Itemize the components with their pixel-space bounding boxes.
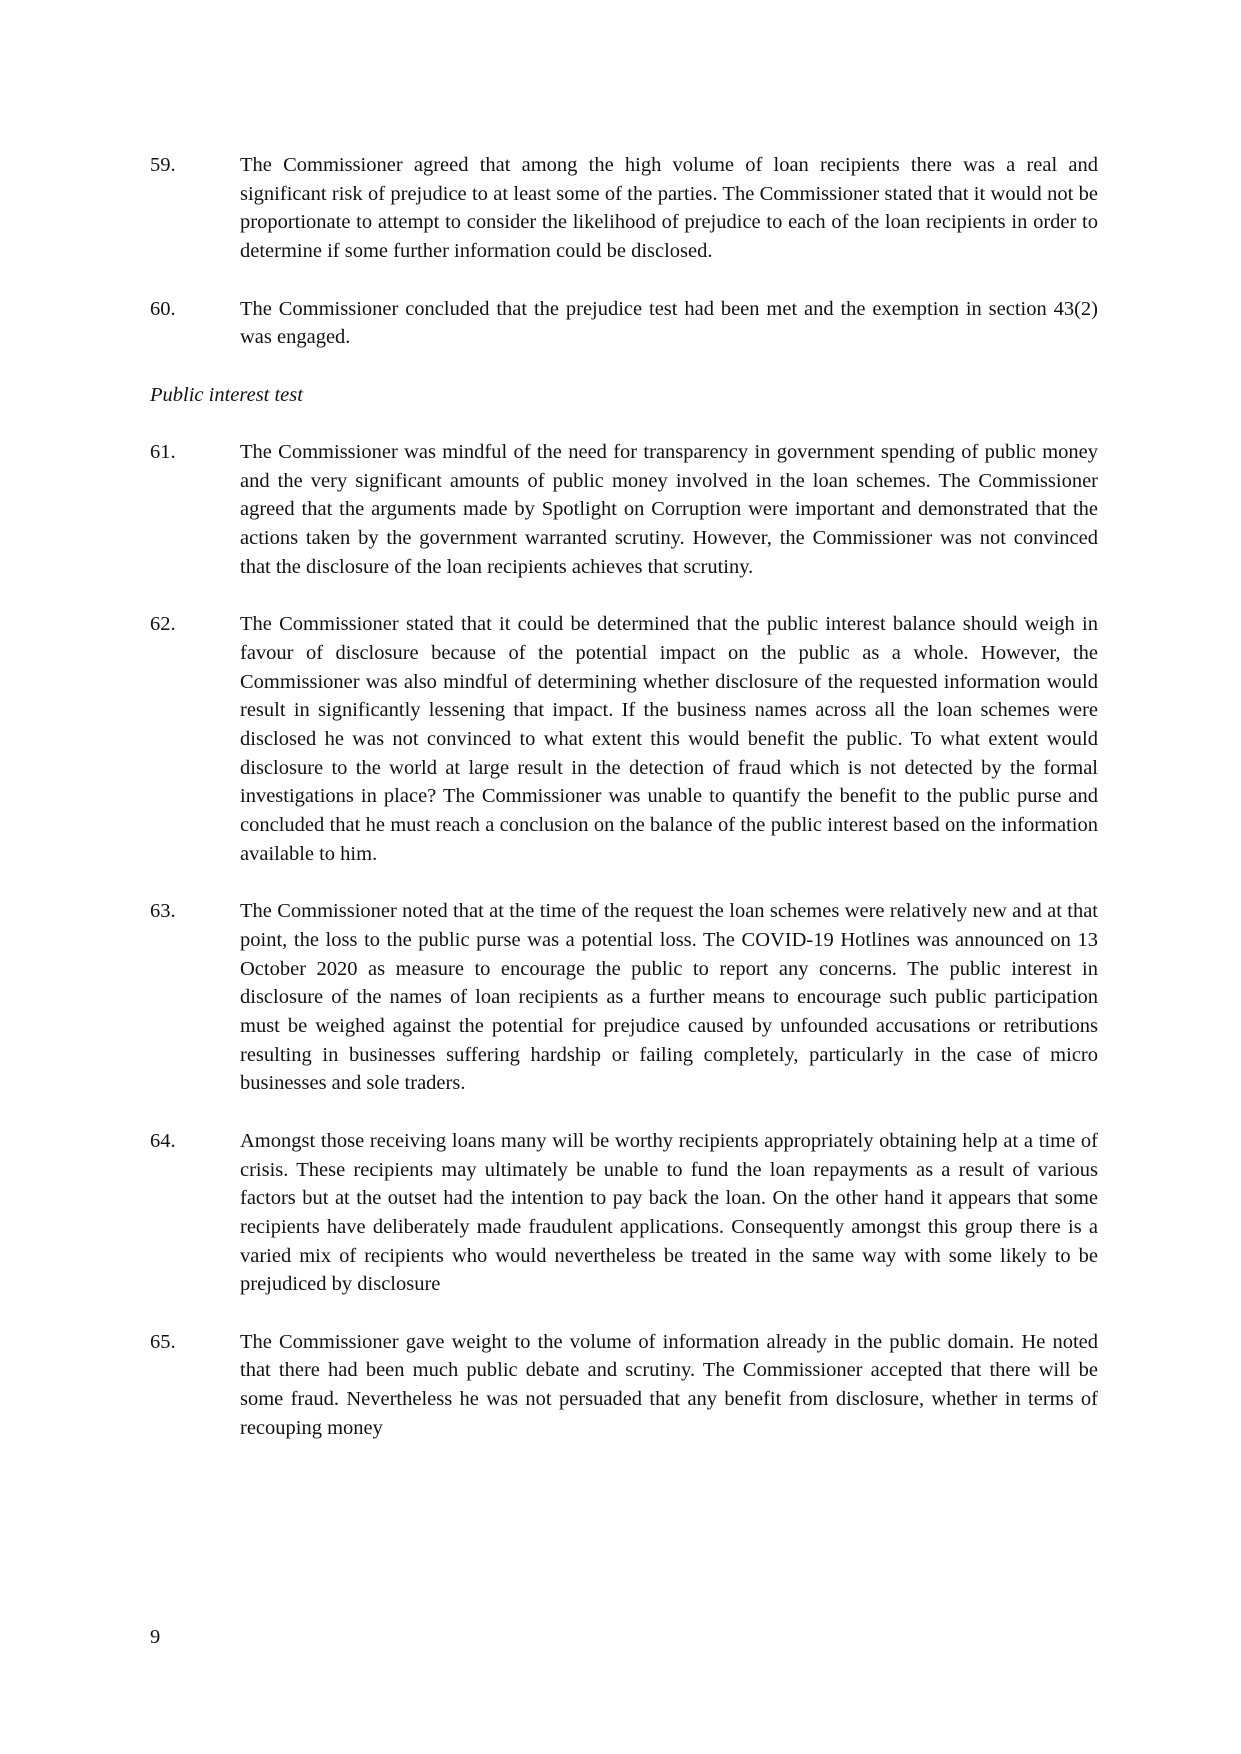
paragraph-number: 62. — [150, 613, 176, 636]
paragraph-text: The Commissioner gave weight to the volume of information already in the public domain. He noted that there had been much public debate and scrutiny. The Commissioner accepted that there will be some fraud. Nevertheless he was not persuaded that any benefit from disclosure, whether in terms of recouping money — [240, 1330, 1098, 1439]
numbered-paragraph-62 — [150, 610, 1098, 868]
numbered-paragraph-65 — [150, 1328, 1098, 1443]
section-heading: Public interest test — [150, 383, 303, 406]
paragraph-text: The Commissioner agreed that among the high volume of loan recipients there was a real and significant risk of prejudice to at least some of the parties. The Commissioner stated that it would not be proportionate to attempt to consider the likelihood of prejudice to each of the loan recipients in order to determine if some further information could be disclosed. — [240, 154, 1098, 263]
paragraph-text: The Commissioner concluded that the prejudice test had been met and the exemption in section 43(2) was engaged. — [240, 297, 1098, 349]
paragraph-number: 61. — [150, 440, 176, 463]
numbered-paragraph-63 — [150, 897, 1098, 1098]
paragraph-text: The Commissioner noted that at the time of the request the loan schemes were relatively new and at that point, the loss to the public purse was a potential loss. The COVID-19 Hotlines was announced on 13 October 2020 as measure to encourage the public to report any concerns. The public interest in disclosure of the names of loan recipients as a further means to encourage such public participation must be weighed against the potential for prejudice caused by unfounded accusations or retributions resulting in businesses suffering hardship or failing completely, particularly in the case of micro businesses and sole traders. — [240, 900, 1098, 1095]
paragraph-text: Amongst those receiving loans many will be worthy recipients appropriately obtaining help at a time of crisis. These recipients may ultimately be unable to fund the loan repayments as a result of various factors but at the outset had the intention to pay back the loan. On the other hand it appears that some recipients have deliberately made fraudulent applications. Consequently amongst this group there is a varied mix of recipients who would nevertheless be treated in the same way with some likely to be prejudiced by disclosure — [240, 1129, 1098, 1296]
paragraph-number: 65. — [150, 1330, 176, 1353]
paragraph-number: 63. — [150, 900, 176, 923]
document-body — [150, 151, 1098, 1471]
numbered-paragraph-61 — [150, 438, 1098, 582]
paragraph-number: 60. — [150, 297, 176, 320]
paragraph-number: 64. — [150, 1129, 176, 1152]
page-number: 9 — [150, 1626, 161, 1648]
numbered-paragraph-59 — [150, 151, 1098, 266]
numbered-paragraph-64 — [150, 1127, 1098, 1299]
paragraph-number: 59. — [150, 154, 176, 176]
paragraph-text: The Commissioner stated that it could be determined that the public interest balance should weigh in favour of disclosure because of the potential impact on the public as a whole. However, the Commissioner was also mindful of determining whether disclosure of the requested information would result in significantly lessening that impact. If the business names across all the loan schemes were disclosed he was not convinced to what extent this would benefit the public. To what extent would disclosure to the world at large result in the detection of fraud which is not detected by the formal investigations in place? The Commissioner was unable to quantify the benefit to the public purse and concluded that he must reach a conclusion on the balance of the public interest based on the information available to him. — [240, 613, 1098, 865]
numbered-paragraph-60 — [150, 295, 1098, 352]
paragraph-text: The Commissioner was mindful of the need for transparency in government spending of public money and the very significant amounts of public money involved in the loan schemes. The Commissioner agreed that the arguments made by Spotlight on Corruption were important and demonstrated that the actions taken by the government warranted scrutiny. However, the Commissioner was not convinced that the disclosure of the loan recipients achieves that scrutiny. — [240, 440, 1098, 578]
